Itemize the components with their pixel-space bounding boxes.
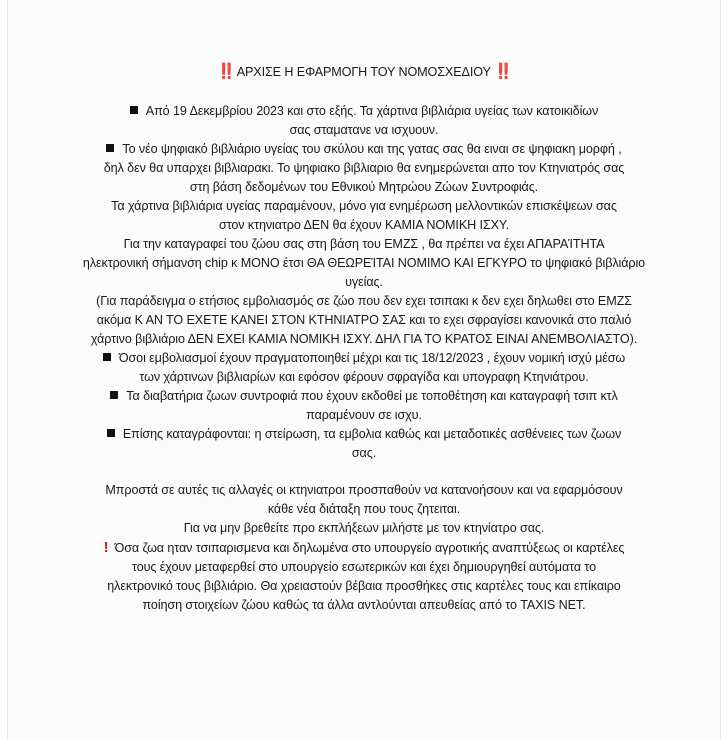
line-text: τους έχουν μεταφερθεί στο υπουργείο εσωτερικών και έχει δημιουργηθεί αυτόματα το: [132, 560, 596, 574]
line-text: των χάρτινων βιβλιαρίων και εφόσον φέρουν σφραγίδα και υπογραφη Κτηνιάτρου.: [139, 370, 589, 384]
document-page: [7, 0, 721, 740]
line-text: ακόμα Κ ΑΝ ΤΟ ΕΧΕΤΕ ΚΑΝΕΙ ΣΤΟΝ ΚΤΗΝΙΑΤΡΟ ΣΑΣ και το εχει σφραγίσει κανονικά στο παλιό: [96, 313, 632, 327]
line-text: παραμένουν σε ισχυ.: [306, 408, 422, 422]
line-text: στον κτηνιατρο ΔΕΝ θα έχουν ΚΑΜΙΑ ΝΟΜΙΚΗ ΙΣΧΥ.: [219, 218, 509, 232]
black-square-bullet-icon: [130, 106, 138, 114]
line-text: σας.: [351, 446, 377, 460]
double-exclamation-icon: ‼️: [217, 63, 234, 80]
line-text: Τα διαβατήρια ζωων συντροφιά που έχουν εκδοθεί με τοποθέτηση και καταγραφή τσιπ κτλ: [126, 389, 618, 403]
line-text: χάρτινο βιβλιάριο ΔΕΝ ΕΧΕΙ ΚΑΜΙΑ ΝΟΜΙΚΗ ΙΣΧΥ. ΔΗΛ ΓΙΑ ΤΟ ΚΡΑΤΟΣ ΕΙΝΑΙ ΑΝΕΜΒΟΛΙΑΣΤΟ).: [90, 332, 638, 346]
line-text: Το νέο ψηφιακό βιβλιάριο υγείας του σκύλου και της γατας σας θα ειναι σε ψηφιακη μορφή ,: [122, 142, 622, 156]
line-text: Μπροστά σε αυτές τις αλλαγές οι κτηνιατροι προσπαθούν να κατανοήσουν και να εφαρμόσουν: [105, 483, 623, 497]
paragraph-vets: [48, 481, 680, 538]
line-text: στη βάση δεδομένων του Εθνικού Μητρώου Ζώων Συντροφιάς.: [189, 180, 539, 194]
paragraph-ministry: [48, 538, 680, 615]
line-text: (Για παράδειγμα ο ετήσιος εμβολιασμός σε ζώο που δεν εχει τσιπακι κ δεν εχει δηλωθει στο ΕΜΖΣ: [96, 294, 632, 308]
black-square-bullet-icon: [107, 429, 115, 437]
line-text: υγείας.: [345, 275, 383, 289]
line-text: Όσοι εμβολιασμοί έχουν πραγματοποιηθεί μέχρι και τις 18/12/2023 , έχουν νομική ισχύ μέσω: [118, 351, 626, 365]
line-text: Από 19 Δεκεμβρίου 2023 και στο εξής. Τα χάρτινα βιβλιάρια υγείας των κατοικιδίων: [145, 104, 599, 118]
red-exclamation-icon: !: [103, 539, 109, 556]
line-text: Τα χάρτινα βιβλιάρια υγείας παραμένουν, μόνο για ενημέρωση μελλοντικών επισκέψεων σας: [111, 199, 617, 213]
paragraph-digital-booklet: [48, 140, 680, 292]
double-exclamation-icon: ‼️: [494, 63, 511, 80]
paragraph-records: [48, 425, 680, 463]
paragraph-date: [48, 102, 680, 140]
black-square-bullet-icon: [103, 353, 111, 361]
line-text: κάθε νέα διάταξη που τους ζητειται.: [267, 502, 461, 516]
spacer: [48, 463, 680, 481]
title-text: ΑΡΧΙΣΕ Η ΕΦΑΡΜΟΓΗ ΤΟΥ ΝΟΜΟΣΧΕΔΙΟΥ: [236, 65, 491, 79]
post-content: [48, 62, 680, 615]
paragraph-passports: [48, 387, 680, 425]
post-title: [48, 62, 680, 82]
line-text: Για την καταγραφεί του ζώου σας στη βάση του ΕΜΖΣ , θα πρέπει να έχει ΑΠΑΡΑΊΤΗΤΑ: [123, 237, 605, 251]
paragraph-example: [48, 292, 680, 349]
line-text: Για να μην βρεθείτε προ εκπλήξεων μιλήστε με τον κτηνίατρο σας.: [183, 521, 545, 535]
line-text: δηλ δεν θα υπαρχει βιβλιαρακι. Το ψηφιακο βιβλιαριο θα ενημερώνεται απο τον Κτηνιατρός σας: [103, 161, 625, 175]
black-square-bullet-icon: [106, 144, 114, 152]
line-text: ηλεκτρονικό τους βιβλιάριο. Θα χρειαστούν βέβαια προσθήκες στις καρτέλες τους και επίκαιρο: [107, 579, 621, 593]
line-text: Επίσης καταγράφονται: η στείρωση, τα εμβολια καθώς και μεταδοτικές ασθένειες των ζωων: [122, 427, 622, 441]
line-text: σας σταματανε να ισχυουν.: [289, 123, 439, 137]
black-square-bullet-icon: [110, 391, 118, 399]
line-text: Όσα ζωα ηταν τσιπαρισμενα και δηλωμένα στο υπουργείο αγροτικής αναπτύξεως οι καρτέλες: [114, 541, 625, 555]
line-text: ηλεκτρονική σήμανση chip κ ΜΟΝΟ έτσι ΘΑ ΘΕΩΡΕΊΤΑΙ ΝΟΜΙΜΟ ΚΑΙ ΕΓΚΥΡΟ το ψηφιακό βιβλιάριο: [82, 256, 646, 270]
paragraph-vaccinations: [48, 349, 680, 387]
line-text: ποίηση στοιχείων ζώου καθώς τα άλλα αντλούνται απευθείας από το TAXIS NET.: [142, 598, 586, 612]
